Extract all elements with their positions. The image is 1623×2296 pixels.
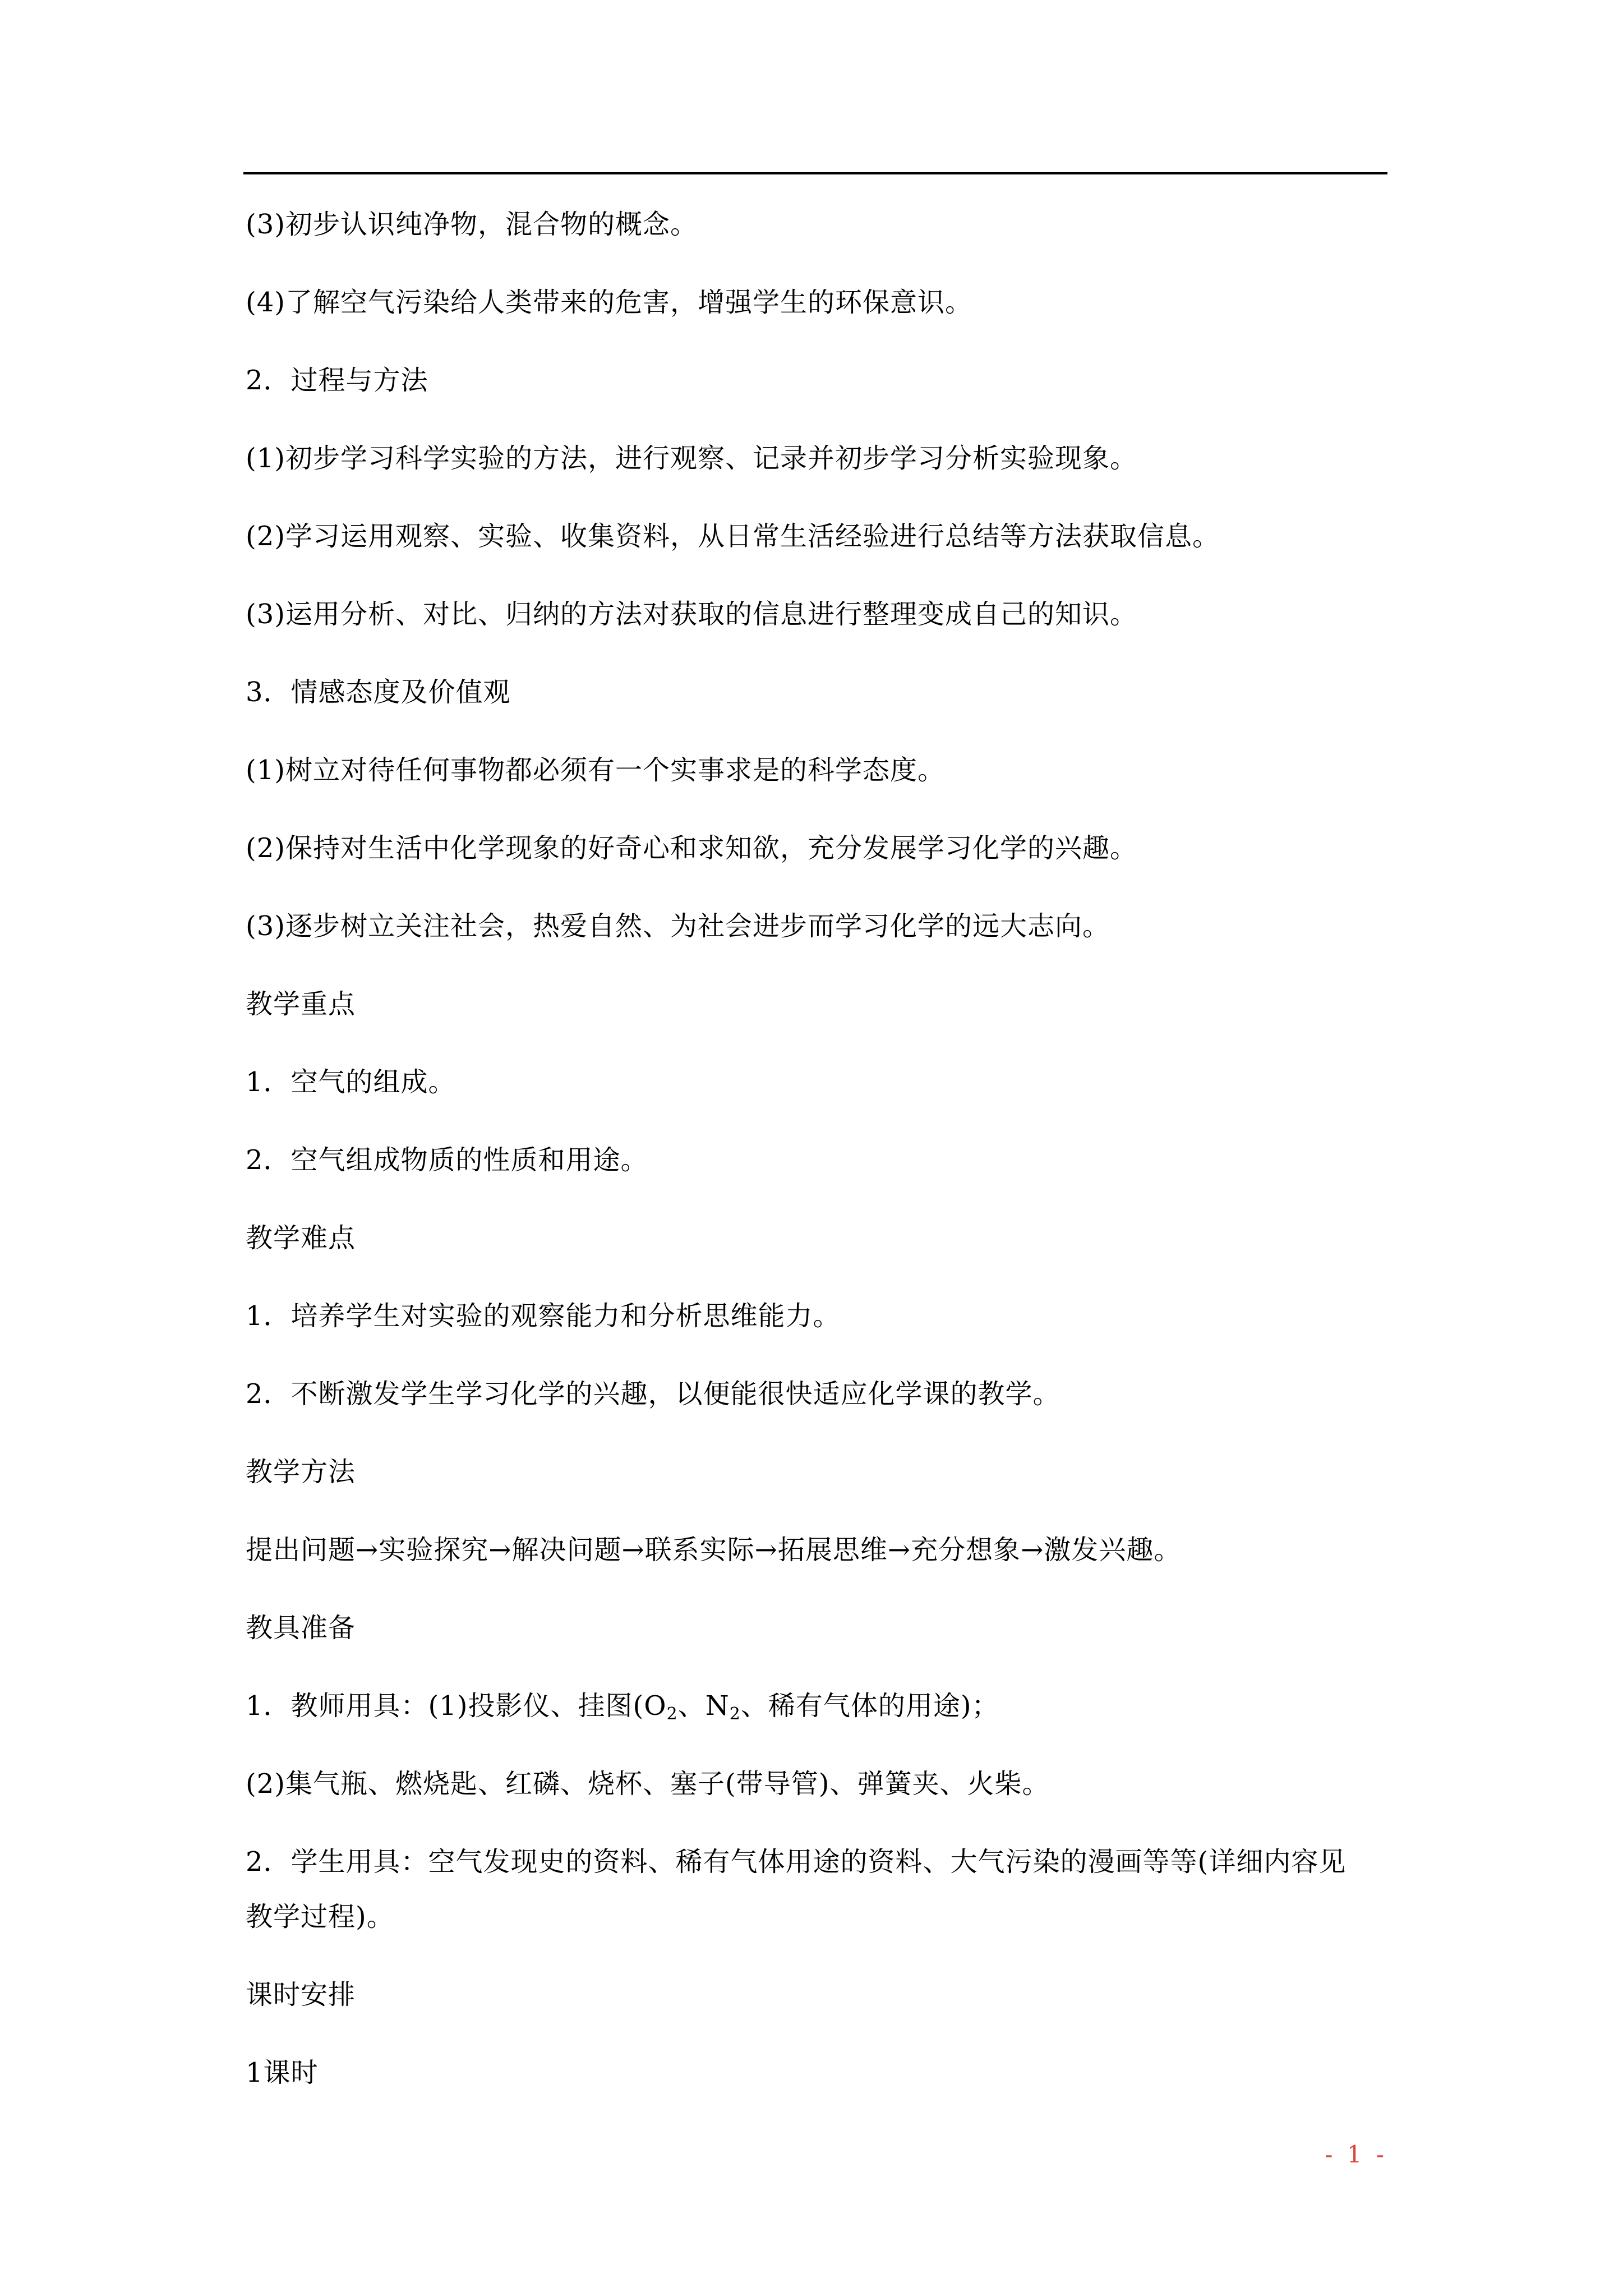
header-rule [243, 172, 1387, 174]
attitude-item-2: (2)保持对生活中化学现象的好奇心和求知欲，充分发展学习化学的兴趣。 [246, 832, 1137, 864]
student-tools-line-2: 教学过程)。 [246, 1901, 394, 1932]
attitude-item-1: (1)树立对待任何事物都必须有一个实事求是的科学态度。 [246, 754, 945, 786]
difficulty-item-1: 1．培养学生对实验的观察能力和分析思维能力。 [246, 1300, 841, 1332]
difficulty-item-2: 2．不断激发学生学习化学的兴趣，以便能很快适应化学课的教学。 [246, 1378, 1061, 1410]
process-item-2: (2)学习运用观察、实验、收集资料，从日常生活经验进行总结等方法获取信息。 [246, 521, 1220, 552]
teacher-tools-line [246, 1687, 1390, 1725]
teacher-tools-line-2: (2)集气瓶、燃烧匙、红磷、烧杯、塞子(带导管)、弹簧夹、火柴。 [246, 1768, 1050, 1800]
schedule-value: 1课时 [246, 2057, 319, 2088]
method-flow: 提出问题→实验探究→解决问题→联系实际→拓展思维→充分想象→激发兴趣。 [246, 1534, 1182, 1566]
heading-teaching-difficulty: 教学难点 [246, 1222, 356, 1254]
focus-item-1: 1．空气的组成。 [246, 1066, 456, 1098]
process-item-1: (1)初步学习科学实验的方法，进行观察、记录并初步学习分析实验现象。 [246, 443, 1137, 474]
page-number: - 1 - [1325, 2141, 1387, 2168]
heading-teaching-method: 教学方法 [246, 1456, 356, 1488]
heading-schedule: 课时安排 [246, 1979, 356, 2010]
attitude-item-3: (3)逐步树立关注社会，热爱自然、为社会进步而学习化学的远大志向。 [246, 910, 1110, 942]
o2-subscript: 2 [666, 1704, 678, 1724]
focus-item-2: 2．空气组成物质的性质和用途。 [246, 1144, 648, 1176]
teacher-tools-suffix: 、稀有气体的用途)； [740, 1690, 999, 1722]
student-tools-line-1: 2．学生用具：空气发现史的资料、稀有气体用途的资料、大气污染的漫画等等(详细内容见 [246, 1846, 1347, 1878]
teacher-tools-prefix: 1．教师用具：(1)投影仪、挂图(O [246, 1690, 667, 1722]
n2-subscript: 2 [729, 1704, 741, 1724]
objective-3: (3)初步认识纯净物，混合物的概念。 [246, 209, 698, 240]
heading-materials: 教具准备 [246, 1612, 356, 1644]
process-item-3: (3)运用分析、对比、归纳的方法对获取的信息进行整理变成自己的知识。 [246, 599, 1137, 630]
section-process-methods: 2．过程与方法 [246, 365, 428, 396]
teacher-tools-middle: 、N [677, 1690, 730, 1722]
objective-4: (4)了解空气污染给人类带来的危害，增强学生的环保意识。 [246, 287, 972, 318]
document-body [246, 205, 1390, 2132]
section-attitude-values: 3．情感态度及价值观 [246, 677, 511, 708]
heading-teaching-focus: 教学重点 [246, 988, 356, 1020]
